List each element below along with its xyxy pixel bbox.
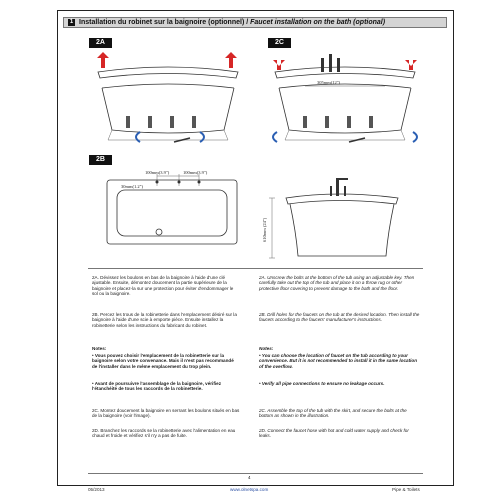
red-arrow-down-left <box>273 60 285 70</box>
dimension-right-label: 100mm(3.9") <box>183 170 208 175</box>
rotate-arrow-left-2c <box>273 132 277 142</box>
rotate-arrow-right-2c <box>413 132 417 142</box>
dimension-left-label: 100mm(3.9") <box>145 170 170 175</box>
height-dimension-label: 610mm (24") <box>262 217 267 242</box>
section-title-fr: Installation du robinet sur la baignoire (optionnel) / <box>79 19 249 26</box>
dimension-2c-label: 305mm(12") <box>317 80 341 85</box>
page-number: 4 <box>248 475 251 480</box>
red-arrow-up-left <box>97 52 109 68</box>
tub-body-side <box>290 204 394 256</box>
figure-label-2c: 2C <box>268 38 291 48</box>
dimension-inner-label: 30mm(1.2") <box>121 184 143 189</box>
figure-2b-diagram <box>95 166 255 256</box>
fr-note-2: • Avant de poursuivre l'assemblage de la baignoire, vérifiez l'étanchéité de tous les raccords de la robinetterie. <box>92 381 221 392</box>
fr-step-2c: 2C. Montez doucement la baignoire en serrant les boulons situés en bas de la baignoire (voir l'image). <box>92 408 240 419</box>
section-number: 1 <box>69 19 74 25</box>
drain-icon <box>156 229 162 235</box>
fr-step-2a: 2A. Dévissez les boulons en bas de la baignoire à l'aide d'une clé ajustable. Ensuite, démontez doucement la partie supérieure de la baignoire et placez-la sur une protection pour éviter d'endommager le sol ou la baignoire. <box>92 275 234 297</box>
fr-notes-title: Notes: <box>92 346 107 351</box>
en-step-2b: 2B. Drill holes for the faucets on the tub at the desired location. Then install the faucets according to the faucets' manufacturer's instructions. <box>259 312 420 323</box>
fr-note-1: • Vous pouvez choisir l'emplacement de la robinetterie sur la baignoire selon votre convenance. Mais il n'est pas recommandé de l'installer dans le même emplacement du trop plein. <box>92 353 234 369</box>
tub-top-2a <box>102 84 234 88</box>
bolt-group-2c <box>303 116 373 128</box>
divider-bottom <box>88 473 423 474</box>
section-title-en: Faucet installation on the bath (optional) <box>250 19 386 26</box>
faucet-2c <box>321 54 340 72</box>
en-step-2c: 2C. Assemble the top of the tub with the skirt, and secure the bolts at the bottom as shown in the illustration. <box>259 408 407 419</box>
rotate-arrow-right <box>200 132 204 142</box>
faucet-hole-3 <box>198 181 201 184</box>
section-title <box>79 18 385 28</box>
footer-website[interactable]: www.olnetspa.com <box>230 487 269 492</box>
en-note-2: • Verify all pipe connections to ensure no leakage occurs. <box>259 381 385 386</box>
rotate-arrow-left <box>136 132 140 142</box>
figure-side-view <box>258 170 418 265</box>
en-notes-title: Notes: <box>259 346 274 351</box>
tub-rim-2a <box>98 67 238 78</box>
red-arrow-down-right <box>405 60 417 70</box>
tub-body-2c <box>279 88 411 133</box>
faucet-hole-1 <box>156 181 159 184</box>
tub-rim-side <box>286 194 398 204</box>
tub-body-2a <box>102 88 234 133</box>
en-step-2d: 2D. Connect the faucet hose with hot and cold water supply and check for leaks. <box>259 428 409 439</box>
figure-2c-diagram <box>265 50 425 160</box>
tub-inner-2b <box>117 190 227 236</box>
fr-step-2d: 2D. Branchez les raccords se la robinetterie avec l'alimentation en eau chaud et froide et vérifiez s'il n'y a pas de fuite. <box>92 428 236 439</box>
footer-date: 05/2013 <box>88 487 105 492</box>
red-arrow-up-right <box>225 52 237 68</box>
tub-rim-2c <box>275 67 415 78</box>
en-note-1: • You can choose the location of faucet on the tub according to your convenience. But it is not recommended to install it in the same location of the overflow. <box>259 353 418 369</box>
bolt-group-2a <box>126 116 196 128</box>
faucet-hole-2 <box>178 181 181 184</box>
section-header <box>63 17 447 28</box>
footer-doc-label: Pipe & Toilets <box>392 487 420 492</box>
figure-label-2b: 2B <box>89 155 112 165</box>
divider-top <box>88 268 423 269</box>
en-step-2a: 2A. Unscrew the bolts at the bottom of the tub using an adjustable key. Then carefully take out the top of the tub and place it on a throw rug or other protective floor covering to prevent damage to the bath and the floor. <box>259 275 415 291</box>
fr-step-2b: 2B. Percez les trous de la robinetterie dans l'emplacement désiré sur la baignoire à l'aide d'une scie à emporte pièce. Ensuite installez la robinetterie selon les instructions du fabricant du robinet. <box>92 312 237 328</box>
height-dimension-line <box>269 198 275 258</box>
figure-label-2a: 2A <box>89 38 112 48</box>
figure-2a-diagram <box>88 50 248 160</box>
faucet-side <box>330 178 348 196</box>
